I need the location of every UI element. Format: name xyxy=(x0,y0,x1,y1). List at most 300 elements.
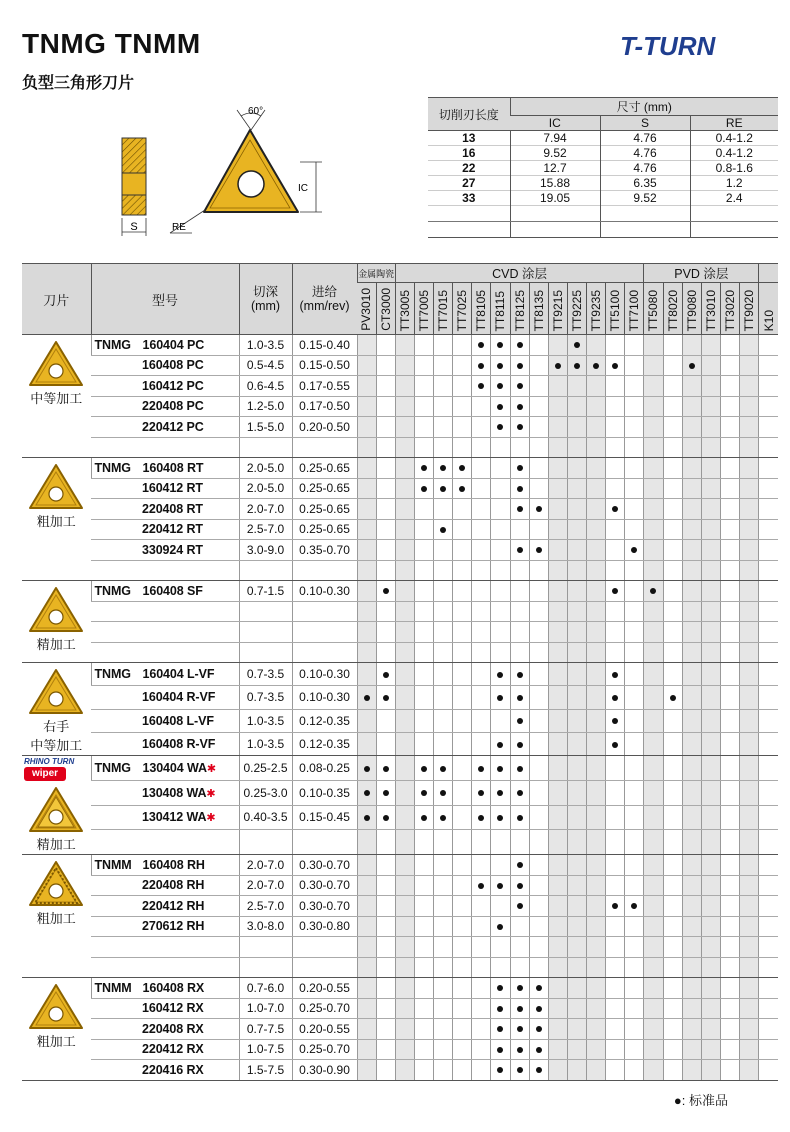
grade-cell xyxy=(414,458,433,479)
grade-cell xyxy=(644,499,663,520)
grade-cell xyxy=(510,978,529,999)
spacer-cell xyxy=(414,957,433,978)
grade-cell xyxy=(587,875,606,896)
spacer-cell xyxy=(548,957,567,978)
table-row xyxy=(22,978,778,999)
grade-cell xyxy=(759,855,778,876)
grade-cell xyxy=(567,417,586,438)
legend-standard: ●: 标准品 xyxy=(673,1093,728,1108)
grade-cell xyxy=(357,376,376,397)
grade-cell xyxy=(740,709,759,732)
grade-cell xyxy=(491,622,510,643)
spacer-cell xyxy=(434,560,453,581)
standard-dot-icon xyxy=(383,766,389,772)
grade-cell xyxy=(682,1039,701,1060)
application-label: 粗加工 xyxy=(36,1034,76,1049)
grade-cell xyxy=(740,458,759,479)
spacer-cell xyxy=(740,437,759,458)
spacer-cell xyxy=(453,957,472,978)
grade-cell xyxy=(491,709,510,732)
grade-cell xyxy=(720,855,739,876)
standard-dot-icon xyxy=(383,588,389,594)
grade-cell xyxy=(434,376,453,397)
grade-cell xyxy=(434,478,453,499)
grade-cell xyxy=(472,396,491,417)
spacer-cell xyxy=(740,560,759,581)
grade-cell xyxy=(606,998,625,1019)
grade-cell xyxy=(587,855,606,876)
grade-cell xyxy=(357,1039,376,1060)
dim-cell-ic: 15.88 xyxy=(510,176,600,191)
depth-cell: 0.6-4.5 xyxy=(239,376,292,397)
grade-cell xyxy=(720,355,739,376)
grade-cell xyxy=(529,805,548,830)
model-prefix: TNMM xyxy=(94,980,132,995)
grade-cell xyxy=(491,855,510,876)
depth-cell: 1.2-5.0 xyxy=(239,396,292,417)
standard-dot-icon xyxy=(517,1047,523,1053)
feed-cell: 0.25-0.70 xyxy=(292,998,357,1019)
spacer-cell xyxy=(239,437,292,458)
spacer-cell xyxy=(357,437,376,458)
standard-dot-icon xyxy=(421,766,427,772)
standard-dot-icon xyxy=(612,742,618,748)
depth-cell: 0.7-1.5 xyxy=(239,581,292,602)
grade-cell xyxy=(434,335,453,356)
model-cell xyxy=(91,875,239,896)
standard-dot-icon xyxy=(383,790,389,796)
spacer-cell xyxy=(529,437,548,458)
spacer-cell xyxy=(625,560,644,581)
grade-cell xyxy=(548,937,567,958)
insert-image-cell xyxy=(22,663,91,756)
grade-cell xyxy=(663,642,682,663)
dim-cell-s: 6.35 xyxy=(600,176,690,191)
grade-cell xyxy=(453,581,472,602)
grade-cell xyxy=(510,581,529,602)
feed-cell: 0.12-0.35 xyxy=(292,732,357,755)
grade-cell xyxy=(414,335,433,356)
dim-cell-empty xyxy=(428,206,510,222)
grade-cell xyxy=(548,335,567,356)
grade-cell xyxy=(720,396,739,417)
spacer-cell xyxy=(529,957,548,978)
grade-cell xyxy=(567,601,586,622)
grade-cell xyxy=(376,937,395,958)
model-code: 220412 RH xyxy=(142,898,205,913)
standard-dot-icon xyxy=(383,672,389,678)
grade-cell xyxy=(720,335,739,356)
grade-cell xyxy=(376,478,395,499)
spacer-cell xyxy=(644,560,663,581)
grade-cell xyxy=(587,601,606,622)
grade-cell xyxy=(740,663,759,686)
grade-cell xyxy=(414,376,433,397)
grade-cell xyxy=(357,663,376,686)
model-code: 130404 WA xyxy=(142,760,207,775)
triangle-view xyxy=(170,106,322,233)
grade-cell xyxy=(606,355,625,376)
standard-dot-icon xyxy=(517,718,523,724)
grade-cell xyxy=(453,396,472,417)
table-row xyxy=(22,756,778,781)
grade-cell xyxy=(759,916,778,937)
grade-cell xyxy=(472,458,491,479)
grade-cell xyxy=(376,335,395,356)
grade-cell xyxy=(587,417,606,438)
model-code: 160412 RX xyxy=(142,1001,204,1016)
grade-cell xyxy=(414,417,433,438)
model-cell xyxy=(91,1019,239,1040)
grade-cell xyxy=(510,756,529,781)
grade-cell xyxy=(376,978,395,999)
grade-cell xyxy=(625,519,644,540)
grade-cell xyxy=(529,581,548,602)
grade-cell xyxy=(606,937,625,958)
insert-dimension-figure xyxy=(110,100,350,250)
page-title: TNMG TNMM xyxy=(22,28,201,59)
model-code: 160408 R-VF xyxy=(142,736,216,751)
grade-cell xyxy=(701,478,720,499)
grade-cell xyxy=(740,732,759,755)
grade-cell xyxy=(414,830,433,855)
grade-cell xyxy=(548,601,567,622)
model-code: 160412 PC xyxy=(142,378,204,393)
spacer-cell xyxy=(529,560,548,581)
grade-cell xyxy=(529,916,548,937)
spacer-cell xyxy=(625,437,644,458)
dim-header-ic: IC xyxy=(510,116,600,131)
grade-cell xyxy=(606,540,625,561)
grade-cell xyxy=(395,519,414,540)
grade-cell xyxy=(529,998,548,1019)
grade-cell xyxy=(357,458,376,479)
feed-cell: 0.17-0.50 xyxy=(292,396,357,417)
grade-cell xyxy=(357,978,376,999)
grade-label: TT9235 xyxy=(589,289,604,331)
model-code: 160408 RH xyxy=(142,857,205,872)
grade-cell xyxy=(682,1060,701,1081)
spacer-cell xyxy=(682,560,701,581)
standard-dot-icon xyxy=(440,486,446,492)
header-insert: 刀片 xyxy=(22,264,91,335)
grade-cell xyxy=(434,830,453,855)
application-label: 精加工 xyxy=(36,837,76,852)
header-group-cvd: CVD 涂层 xyxy=(395,264,644,283)
model-cell xyxy=(91,916,239,937)
spacer-cell xyxy=(434,437,453,458)
grade-cell xyxy=(510,499,529,520)
grade-cell xyxy=(720,622,739,643)
grade-cell xyxy=(357,896,376,917)
grade-cell xyxy=(625,916,644,937)
depth-cell: 2.5-7.0 xyxy=(239,519,292,540)
grade-cell xyxy=(682,709,701,732)
table-row-spacer xyxy=(22,560,778,581)
grade-cell xyxy=(644,663,663,686)
grade-cell xyxy=(357,875,376,896)
spacer-cell xyxy=(701,437,720,458)
model-code: 160408 RX xyxy=(142,980,205,995)
table-row xyxy=(22,916,778,937)
grade-cell xyxy=(740,376,759,397)
grade-cell xyxy=(414,780,433,805)
grade-cell xyxy=(510,622,529,643)
spacer-cell xyxy=(376,437,395,458)
model-code: 160408 PC xyxy=(142,358,204,373)
grade-cell xyxy=(548,376,567,397)
header-group-pvd: PVD 涂层 xyxy=(644,264,759,283)
grade-cell xyxy=(491,642,510,663)
feed-cell: 0.20-0.50 xyxy=(292,417,357,438)
model-cell xyxy=(91,622,239,643)
grade-cell xyxy=(682,499,701,520)
grade-cell xyxy=(491,1039,510,1060)
grade-cell xyxy=(453,601,472,622)
grade-cell xyxy=(567,830,586,855)
grade-cell xyxy=(414,805,433,830)
standard-dot-icon xyxy=(670,695,676,701)
grade-cell xyxy=(644,540,663,561)
grade-cell xyxy=(357,355,376,376)
dim-row-empty xyxy=(428,222,778,238)
grade-cell xyxy=(682,756,701,781)
table-row xyxy=(22,780,778,805)
standard-dot-icon xyxy=(440,766,446,772)
grade-cell xyxy=(453,978,472,999)
grade-cell xyxy=(625,355,644,376)
grade-header-ct3000 xyxy=(376,283,395,335)
grade-cell xyxy=(548,355,567,376)
grade-cell xyxy=(587,458,606,479)
standard-dot-icon xyxy=(517,506,523,512)
grade-header-tt9225 xyxy=(567,283,586,335)
grade-cell xyxy=(548,417,567,438)
feed-cell: 0.30-0.70 xyxy=(292,896,357,917)
grade-cell xyxy=(472,1060,491,1081)
grade-cell xyxy=(491,937,510,958)
standard-dot-icon xyxy=(517,742,523,748)
grade-cell xyxy=(491,686,510,709)
model-cell xyxy=(91,499,239,520)
grade-cell xyxy=(625,663,644,686)
grade-cell xyxy=(414,709,433,732)
table-row xyxy=(22,396,778,417)
depth-cell: 2.0-5.0 xyxy=(239,458,292,479)
grade-cell xyxy=(720,540,739,561)
application-label: 精加工 xyxy=(36,637,76,652)
grade-cell xyxy=(491,780,510,805)
standard-dot-icon xyxy=(517,383,523,389)
standard-dot-icon xyxy=(517,883,523,889)
grade-cell xyxy=(682,540,701,561)
grade-cell xyxy=(453,355,472,376)
grade-cell xyxy=(357,998,376,1019)
model-prefix: TNMG xyxy=(94,760,131,775)
grade-cell xyxy=(606,686,625,709)
table-row-spacer xyxy=(22,437,778,458)
grade-cell xyxy=(376,805,395,830)
grade-cell xyxy=(472,478,491,499)
grade-header-tt7025 xyxy=(453,283,472,335)
depth-cell: 0.7-7.5 xyxy=(239,1019,292,1040)
dim-cell-empty xyxy=(510,206,600,222)
grade-cell xyxy=(453,780,472,805)
grade-cell xyxy=(434,540,453,561)
grade-cell xyxy=(414,916,433,937)
standard-dot-icon xyxy=(497,1047,503,1053)
spacer-cell xyxy=(682,957,701,978)
dim-cell-s: 4.76 xyxy=(600,161,690,176)
grade-cell xyxy=(357,642,376,663)
grade-cell xyxy=(357,581,376,602)
grade-cell xyxy=(606,417,625,438)
spacer-cell xyxy=(376,560,395,581)
grade-cell xyxy=(395,1039,414,1060)
grade-cell xyxy=(682,896,701,917)
feed-cell: 0.30-0.70 xyxy=(292,875,357,896)
grade-cell xyxy=(606,396,625,417)
dim-header-edge: 切削刃长度 xyxy=(428,98,510,131)
spacer-cell xyxy=(663,437,682,458)
new-product-star-icon: ✱ xyxy=(206,787,216,800)
dim-cell-re: 2.4 xyxy=(690,191,778,206)
spacer-cell xyxy=(548,437,567,458)
dim-cell-edge: 27 xyxy=(462,176,476,190)
grade-cell xyxy=(414,937,433,958)
grade-cell xyxy=(606,376,625,397)
depth-cell: 1.0-3.5 xyxy=(239,335,292,356)
grade-cell xyxy=(357,916,376,937)
grade-cell xyxy=(548,519,567,540)
feed-cell: 0.12-0.35 xyxy=(292,709,357,732)
dim-cell-re: 0.4-1.2 xyxy=(690,131,778,146)
spacer-cell xyxy=(510,560,529,581)
grade-cell xyxy=(472,756,491,781)
grade-cell xyxy=(548,998,567,1019)
feed-cell xyxy=(292,937,357,958)
grade-cell xyxy=(472,686,491,709)
grade-cell xyxy=(529,978,548,999)
grade-cell xyxy=(644,916,663,937)
grade-cell xyxy=(453,663,472,686)
depth-cell: 0.7-3.5 xyxy=(239,663,292,686)
spacer-cell xyxy=(759,560,778,581)
depth-cell: 0.25-3.0 xyxy=(239,780,292,805)
grade-cell xyxy=(759,686,778,709)
spacer-cell xyxy=(720,560,739,581)
application-label: 粗加工 xyxy=(36,911,76,926)
table-row xyxy=(22,335,778,356)
table-row xyxy=(22,686,778,709)
grade-cell xyxy=(548,642,567,663)
grade-cell xyxy=(453,709,472,732)
grade-cell xyxy=(453,686,472,709)
grade-cell xyxy=(682,417,701,438)
grade-cell xyxy=(701,499,720,520)
insert-rh-icon xyxy=(27,859,85,909)
spacer-cell xyxy=(567,560,586,581)
standard-dot-icon xyxy=(497,924,503,930)
angle-label: 60° xyxy=(248,106,264,117)
insert-std-icon xyxy=(27,462,85,512)
grade-cell xyxy=(529,830,548,855)
grade-cell xyxy=(740,937,759,958)
grade-cell xyxy=(529,622,548,643)
grade-cell xyxy=(701,756,720,781)
standard-dot-icon xyxy=(517,465,523,471)
grade-cell xyxy=(434,686,453,709)
grade-cell xyxy=(606,1019,625,1040)
grade-cell xyxy=(491,830,510,855)
grade-cell xyxy=(395,896,414,917)
grade-cell xyxy=(453,916,472,937)
grade-cell xyxy=(472,601,491,622)
grade-cell xyxy=(395,335,414,356)
grade-label: PV3010 xyxy=(359,288,374,331)
standard-dot-icon xyxy=(689,363,695,369)
grade-label: TT9020 xyxy=(742,289,757,331)
grade-cell xyxy=(587,1060,606,1081)
grade-cell xyxy=(701,875,720,896)
grade-cell xyxy=(548,916,567,937)
dim-header-size: 尺寸 (mm) xyxy=(510,98,778,116)
grade-cell xyxy=(548,622,567,643)
grade-cell xyxy=(663,756,682,781)
grade-header-tt3010 xyxy=(701,283,720,335)
grade-cell xyxy=(682,478,701,499)
grade-cell xyxy=(434,355,453,376)
grade-cell xyxy=(701,1039,720,1060)
grade-cell xyxy=(759,937,778,958)
grade-cell xyxy=(644,601,663,622)
grade-cell xyxy=(740,1019,759,1040)
feed-cell: 0.25-0.70 xyxy=(292,1039,357,1060)
depth-cell: 1.5-5.0 xyxy=(239,417,292,438)
grade-cell xyxy=(701,417,720,438)
grade-cell xyxy=(491,376,510,397)
feed-cell: 0.25-0.65 xyxy=(292,499,357,520)
grade-cell xyxy=(453,622,472,643)
grade-cell xyxy=(740,478,759,499)
grade-cell xyxy=(510,335,529,356)
grade-cell xyxy=(625,417,644,438)
grade-cell xyxy=(682,663,701,686)
grade-cell xyxy=(740,519,759,540)
grade-cell xyxy=(644,519,663,540)
grade-cell xyxy=(510,1039,529,1060)
grade-cell xyxy=(472,937,491,958)
grade-cell xyxy=(376,458,395,479)
grade-cell xyxy=(701,540,720,561)
grade-cell xyxy=(491,417,510,438)
grade-cell xyxy=(701,805,720,830)
grade-cell xyxy=(491,896,510,917)
standard-dot-icon xyxy=(497,363,503,369)
grade-cell xyxy=(663,417,682,438)
grade-cell xyxy=(587,581,606,602)
grade-cell xyxy=(587,1039,606,1060)
insert-std-icon xyxy=(27,339,85,389)
grade-cell xyxy=(740,875,759,896)
spacer-cell xyxy=(567,437,586,458)
grade-cell xyxy=(701,1060,720,1081)
grade-cell xyxy=(376,875,395,896)
insert-image-cell xyxy=(22,855,91,978)
grade-cell xyxy=(720,686,739,709)
grade-cell xyxy=(740,855,759,876)
grade-cell xyxy=(395,458,414,479)
